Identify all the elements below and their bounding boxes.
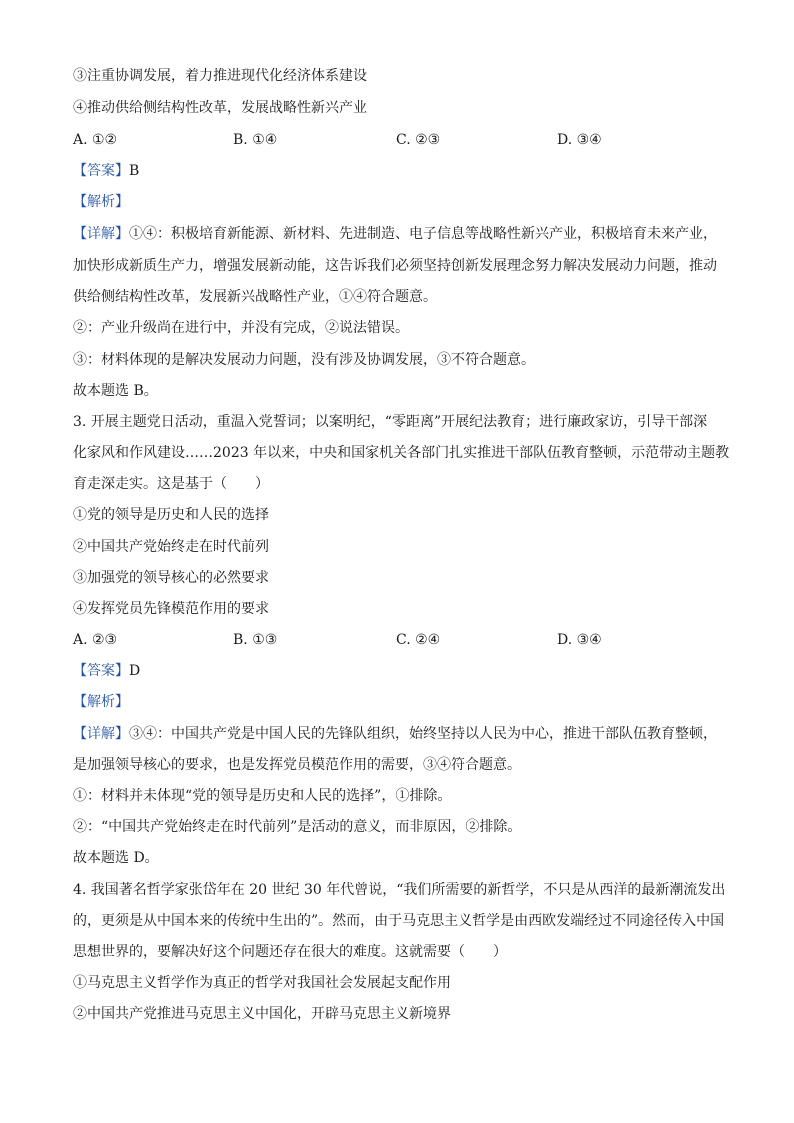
q3-stem-line-1: 3. 开展主题党日活动，重温入党誓词；以案明纪，“零距离”开展纪法教育；进行廉政家访，引导干部深 xyxy=(73,414,708,430)
q2-analysis-label: 【解析】 xyxy=(73,194,129,210)
q3-option-a: A. ②③ xyxy=(73,632,118,648)
q2-answer-value: B xyxy=(129,163,140,179)
q2-conclusion: 故本题选 B。 xyxy=(73,383,158,399)
q3-statement-3: ③加强党的领导核心的必然要求 xyxy=(73,570,269,586)
q2-note-3: ③：材料体现的是解决发展动力问题，没有涉及协调发展，③不符合题意。 xyxy=(73,352,535,368)
q4-stem-line-2: 的，更须是从中国本来的传统中生出的”。然而，由于马克思主义哲学是由西欧发端经过不同途径传入中国 xyxy=(73,913,725,929)
q3-note-2: ②：“中国共产党始终走在时代前列”是活动的意义，而非原因，②排除。 xyxy=(73,819,522,835)
q3-note-1: ①：材料并未体现“党的领导是历史和人民的选择”，①排除。 xyxy=(73,788,452,804)
q2-option-b: B. ①④ xyxy=(233,132,278,148)
q2-detail-line-1 xyxy=(73,224,733,244)
q2-statement-4: ④推动供给侧结构性改革，发展战略性新兴产业 xyxy=(73,100,367,116)
q2-analysis-tag xyxy=(73,192,733,212)
q3-option-c: C. ②④ xyxy=(396,632,441,648)
q3-statement-2: ②中国共产党始终走在时代前列 xyxy=(73,539,269,555)
q2-detail-tag: 【详解】 xyxy=(73,226,129,242)
q3-detail-text-1: ③④：中国共产党是中国人民的先锋队组织，始终坚持以人民为中心，推进干部队伍教育整顿， xyxy=(129,726,717,742)
q3-conclusion: 故本题选 D。 xyxy=(73,850,159,866)
q4-stem-line-1: 4. 我国著名哲学家张岱年在 20 世纪 30 年代曾说，“我们所需要的新哲学，不只是从西洋的最新潮流发出 xyxy=(73,882,726,898)
q2-statement-3: ③注重协调发展，着力推进现代化经济体系建设 xyxy=(73,68,367,84)
q3-analysis-label: 【解析】 xyxy=(73,694,129,710)
q2-answer-tag: 【答案】 xyxy=(73,163,129,179)
q3-answer-tag: 【答案】 xyxy=(73,663,129,679)
q2-option-c: C. ②③ xyxy=(396,132,441,148)
q4-statement-1: ①马克思主义哲学作为真正的哲学对我国社会发展起支配作用 xyxy=(73,975,451,991)
q2-detail-line-3: 供给侧结构性改革，发展新兴战略性产业，①④符合题意。 xyxy=(73,289,437,305)
q4-statement-2: ②中国共产党推进马克思主义中国化，开辟马克思主义新境界 xyxy=(73,1006,451,1022)
q3-analysis-tag xyxy=(73,692,733,712)
q3-answer-value: D xyxy=(129,663,141,679)
q3-statement-1: ①党的领导是历史和人民的选择 xyxy=(73,507,269,523)
q2-option-d: D. ③④ xyxy=(557,132,602,148)
q2-detail-text-1: ①④：积极培育新能源、新材料、先进制造、电子信息等战略性新兴产业，积极培育未来产业， xyxy=(129,226,717,242)
q3-option-d: D. ③④ xyxy=(557,632,602,648)
q3-statement-4: ④发挥党员先锋模范作用的要求 xyxy=(73,601,269,617)
q2-note-2: ②：产业升级尚在进行中，并没有完成，②说法错误。 xyxy=(73,320,409,336)
q3-stem-line-2: 化家风和作风建设……2023 年以来，中央和国家机关各部门扎实推进干部队伍教育整顿，示范带动主题教 xyxy=(73,445,730,461)
q3-detail-tag: 【详解】 xyxy=(73,726,129,742)
q4-stem-line-3: 思想世界的，要解决好这个问题还存在很大的难度。这就需要（ ） xyxy=(73,944,507,960)
q3-option-b: B. ①③ xyxy=(233,632,278,648)
q3-detail-line-1 xyxy=(73,724,733,744)
q3-detail-line-2: 是加强领导核心的要求，也是发挥党员模范作用的需要，③④符合题意。 xyxy=(73,757,521,773)
q3-stem-line-3: 育走深走实。这是基于（ ） xyxy=(73,476,269,492)
q2-option-a: A. ①② xyxy=(73,132,118,148)
q2-detail-line-2: 加快形成新质生产力，增强发展新动能，这告诉我们必须坚持创新发展理念努力解决发展动力问题，推动 xyxy=(73,258,717,274)
q2-answer xyxy=(73,161,733,181)
q3-answer xyxy=(73,661,733,681)
